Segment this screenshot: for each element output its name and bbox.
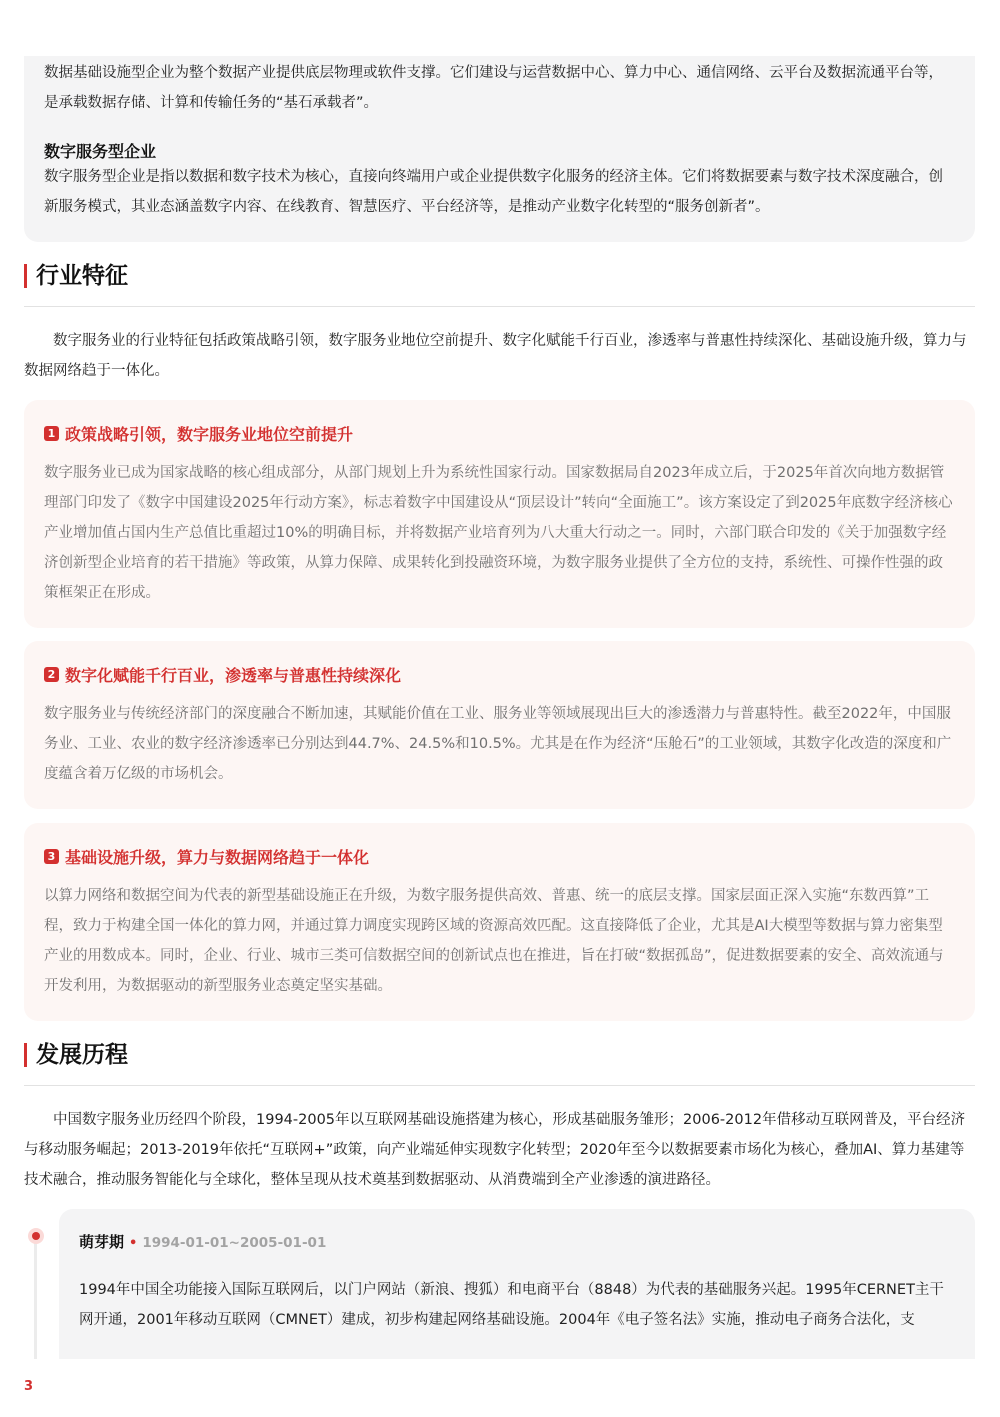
stage-header xyxy=(79,1231,326,1252)
feature-card-header xyxy=(44,663,401,686)
industry-features-title: 行业特征 xyxy=(24,264,128,288)
stage-description: 1994年中国全功能接入国际互联网后，以门户网站（新浪、搜狐）和电商平台（8848）为代表的基础服务兴起。1995年CERNET主干网开通，2001年移动互联网（CMNET）建成，初步构建起网络基础设施。2004年《电子签名法》实施，推动电子商务合法化，支 xyxy=(79,1282,944,1328)
stage-dates: 1994-01-01~2005-01-01 xyxy=(142,1235,327,1251)
stage-card-sprout xyxy=(59,1209,975,1359)
bullet-separator-icon: • xyxy=(129,1236,138,1251)
digital-service-enterprise-heading: 数字服务型企业 xyxy=(44,142,157,161)
feature-card-1 xyxy=(24,400,975,628)
feature-card-2 xyxy=(24,641,975,809)
industry-features-intro: 数字服务业的行业特征包括政策战略引领，数字服务业地位空前提升、数字化赋能千行百业，渗透率与普惠性持续深化、基础设施升级，算力与数据网络趋于一体化。 xyxy=(24,333,967,379)
infrastructure-enterprise-paragraph: 数据基础设施型企业为整个数据产业提供底层物理或软件支撑。它们建设与运营数据中心、算力中心、通信网络、云平台及数据流通平台等，是承载数据存储、计算和传输任务的“基石承载者”。 xyxy=(44,65,943,111)
section-divider xyxy=(24,306,975,307)
feature-card-title: 政策战略引领，数字服务业地位空前提升 xyxy=(65,425,354,444)
feature-card-body: 以算力网络和数据空间为代表的新型基础设施正在升级，为数字服务提供高效、普惠、统一的底层支撑。国家层面正深入实施“东数西算”工程，致力于构建全国一体化的算力网，并通过算力调度实现跨区域的资源高效匹配。这直接降低了企业，尤其是AI大模型等数据与算力密集型产业的用数成本。同时，企业、行业、城市三类可信数据空间的创新试点也在推进，旨在打破“数据孤岛”，促进数据要素的安全、高效流通与开发利用，为数据驱动的新型服务业态奠定坚实基础。 xyxy=(44,888,944,994)
number-badge-icon: 2 xyxy=(44,667,59,682)
feature-card-body: 数字服务业已成为国家战略的核心组成部分，从部门规划上升为系统性国家行动。国家数据局自2023年成立后，于2025年首次向地方数据管理部门印发了《数字中国建设2025年行动方案》，标志着数字中国建设从“顶层设计”转向“全面施工”。该方案设定了到2025年底数字经济核心产业增加值占国内生产总值比重超过10%的明确目标，并将数据产业培育列为八大重大行动之一。同时，六部门联合印发的《关于加强数字经济创新型企业培育的若干措施》等政策，从算力保障、成果转化到投融资环境，为数字服务业提供了全方位的支持，系统性、可操作性强的政策框架正在形成。 xyxy=(44,465,953,601)
page-number: 3 xyxy=(24,1379,34,1394)
section-divider xyxy=(24,1085,975,1086)
development-history-intro: 中国数字服务业历经四个阶段，1994-2005年以互联网基础设施搭建为核心，形成基础服务雏形；2006-2012年借移动互联网普及，平台经济与移动服务崛起；2013-2019年依托“互联网+”政策，向产业端延伸实现数字化转型；2020年至今以数据要素市场化为核心，叠加AI、算力基建等技术融合，推动服务智能化与全球化，整体呈现从技术奠基到数据驱动、从消费端到全产业渗透的演进路径。 xyxy=(24,1112,966,1188)
feature-card-header xyxy=(44,422,353,445)
feature-card-3 xyxy=(24,823,975,1021)
feature-card-title: 数字化赋能千行百业，渗透率与普惠性持续深化 xyxy=(65,666,402,685)
stage-name: 萌芽期 xyxy=(79,1233,125,1251)
enterprise-types-box xyxy=(24,56,975,242)
development-history-title: 发展历程 xyxy=(24,1043,128,1067)
timeline-dot-icon xyxy=(28,1228,44,1244)
feature-card-title: 基础设施升级，算力与数据网络趋于一体化 xyxy=(65,848,370,867)
number-badge-icon: 3 xyxy=(44,849,59,864)
feature-card-body: 数字服务业与传统经济部门的深度融合不断加速，其赋能价值在工业、服务业等领域展现出巨大的渗透潜力与普惠特性。截至2022年，中国服务业、工业、农业的数字经济渗透率已分别达到44.7%、24.5%和10.5%。尤其是在作为经济“压舱石”的工业领域，其数字化改造的深度和广度蕴含着万亿级的市场机会。 xyxy=(44,706,952,782)
timeline-line xyxy=(34,1237,37,1359)
number-badge-icon: 1 xyxy=(44,426,59,441)
digital-service-enterprise-paragraph: 数字服务型企业是指以数据和数字技术为核心，直接向终端用户或企业提供数字化服务的经济主体。它们将数据要素与数字技术深度融合，创新服务模式，其业态涵盖数字内容、在线教育、智慧医疗、平台经济等，是推动产业数字化转型的“服务创新者”。 xyxy=(44,169,943,215)
feature-card-header xyxy=(44,845,369,868)
